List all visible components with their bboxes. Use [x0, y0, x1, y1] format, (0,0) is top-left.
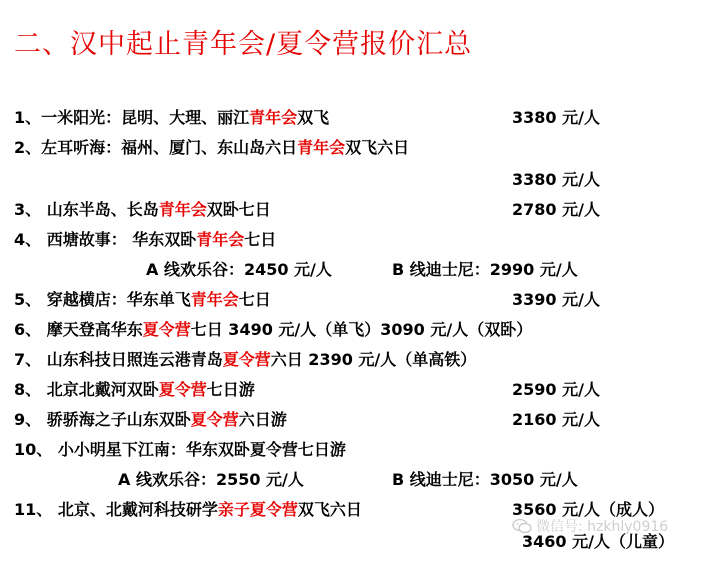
item-text: 8、 北京北戴河双卧 [14, 380, 159, 399]
item-highlight: 夏令营 [190, 410, 239, 429]
list-item [14, 138, 409, 158]
page-title: 二、汉中起止青年会/夏令营报价汇总 [14, 29, 473, 60]
list-item: 10、 小小明星下江南：华东双卧夏令营七日游 [14, 440, 346, 459]
item-text: 5、 穿越横店：华东单飞 [14, 290, 191, 309]
item-text: 1、一米阳光：昆明、大理、丽江 [14, 108, 250, 127]
wechat-icon [512, 518, 532, 534]
item-text: 3、 山东半岛、长岛 [14, 200, 159, 219]
item-price: 3380 元/人 [512, 170, 600, 189]
list-item [14, 108, 329, 128]
sub-option-a: A 线欢乐谷：2450 元/人 [146, 260, 332, 279]
item-highlight: 青年会 [158, 200, 207, 219]
sub-option-b: B 线迪士尼：3050 元/人 [392, 470, 578, 489]
item-suffix: 双卧七日 [206, 200, 271, 219]
item-price-child: 3460 元/人（儿童） [522, 532, 674, 551]
item-price: 2160 元/人 [512, 410, 600, 429]
list-item [14, 290, 271, 310]
item-highlight: 夏令营 [158, 380, 207, 399]
list-item [14, 380, 255, 400]
item-suffix: 双飞 [297, 108, 330, 127]
item-highlight: 夏令营 [142, 320, 191, 339]
list-item [14, 320, 532, 340]
watermark [512, 516, 668, 536]
item-highlight: 青年会 [196, 230, 245, 249]
item-price: 3390 元/人 [512, 290, 600, 309]
item-highlight: 亲子夏令营 [217, 500, 298, 519]
item-text: 7、 山东科技日照连云港青岛 [14, 350, 223, 369]
item-highlight: 青年会 [190, 290, 239, 309]
item-highlight: 青年会 [249, 108, 298, 127]
item-highlight: 夏令营 [222, 350, 271, 369]
item-price: 3380 元/人 [512, 108, 600, 127]
item-highlight: 青年会 [297, 138, 346, 157]
item-suffix: 双飞六日 [345, 138, 410, 157]
item-suffix: 六日游 [238, 410, 287, 429]
watermark-text: 微信号: hzkhly0916 [536, 519, 669, 535]
item-text: 4、 西塘故事： 华东双卧 [14, 230, 197, 249]
item-text: 6、 摩天登高华东 [14, 320, 143, 339]
item-suffix: 六日 2390 元/人（单高铁） [270, 350, 477, 369]
item-price: 2780 元/人 [512, 200, 600, 219]
sub-option-a: A 线欢乐谷：2550 元/人 [118, 470, 304, 489]
item-text: 11、 北京、北戴河科技研学 [14, 500, 218, 519]
item-text: 9、 骄骄海之子山东双卧 [14, 410, 191, 429]
item-suffix: 七日 [244, 230, 277, 249]
list-item [14, 350, 476, 370]
list-item [14, 200, 271, 220]
item-price: 2590 元/人 [512, 380, 600, 399]
item-suffix: 七日 3490 元/人（单飞）3090 元/人（双卧） [190, 320, 533, 339]
item-price: 3560 元/人（成人） [512, 500, 664, 519]
sub-option-b: B 线迪士尼：2990 元/人 [392, 260, 578, 279]
item-suffix: 七日 [238, 290, 271, 309]
list-item [14, 230, 276, 250]
list-item [14, 410, 287, 430]
list-item [14, 500, 362, 520]
item-suffix: 七日游 [206, 380, 255, 399]
item-suffix: 双飞六日 [297, 500, 362, 519]
item-text: 2、左耳听海：福州、厦门、东山岛六日 [14, 138, 298, 157]
